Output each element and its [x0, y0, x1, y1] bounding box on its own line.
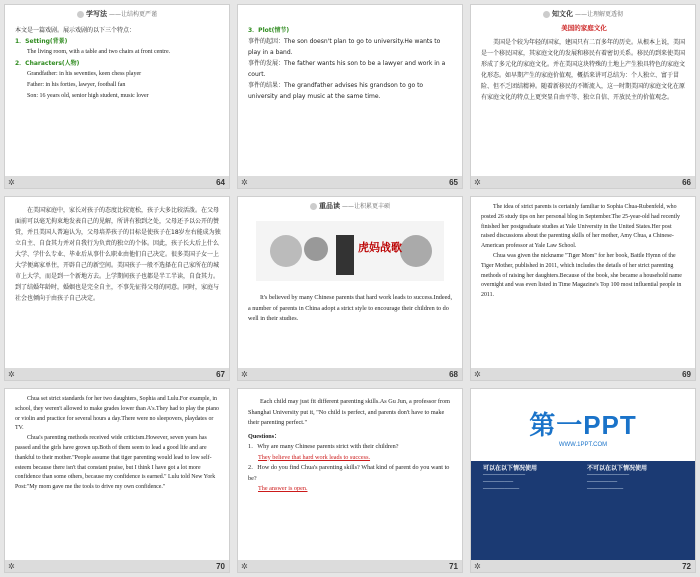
- star-icon: ✲: [474, 562, 481, 571]
- book-title: 虎妈战歌: [358, 241, 402, 254]
- star-icon: ✲: [474, 178, 481, 187]
- slide-70[interactable]: [4, 388, 230, 573]
- slide-64[interactable]: [4, 4, 230, 189]
- tiger-mom-illustration: [256, 221, 446, 281]
- slide-body: 在美国家庭中，家长对孩子的态度比较宽松，孩子大多比较活泼。在父母面前可以毫无拘束地发表自己的见解，所讲有独到之处，父母还予以公开的赞赏，并且美国人普遍认为，父母培养孩子的目标是使孩子在18岁左右能成为独立自主、自食其力并对自我行为负责的独立的个体。因此，孩子长大后上什么大学、学什么专业、毕业后从事什么职业由他们自己决定。很多美国子女一上大学便离家单住，开辟自己的新空间。美国孩子一般不选择在自己家所在的城市上大学，而是到一个新地方去。上学期间孩子也都是半工半读，自食其力。到了结婚年龄时，婚姻也是完全自主，不事先征得父母的同意。同时，家庭与社会也倾向于由孩子自己决定。: [15, 207, 221, 302]
- slide-67[interactable]: [4, 196, 230, 381]
- slide-number: 71: [449, 562, 458, 571]
- star-icon: ✲: [474, 370, 481, 379]
- slide-header: 重品读 ——让积累更丰硕: [238, 201, 462, 211]
- slide-71[interactable]: [237, 388, 463, 573]
- slide-number: 72: [682, 562, 691, 571]
- slide-body: The idea of strict parents is certainly familiar to Sophia Chua-Rubenfeld, who posted 26 study tips on her personal blog in September.The 25-year-old had recently finished her postgraduate studies at Yale University in the United States.Her post raised discussions about the parenting skills of her mother, Amy Chua, a Chinese-American professor at Yale Law School. Chua was given the nickname "Tiger Mom" for her book, Battle Hymn of the Tiger Mother, published in 2011, which includes the details of her strict parenting methods of raising her daughters.Because of the book, she became a household name overnight and was even listed in Time Magazine's Top 100 most influential people in 2011.: [481, 204, 682, 299]
- answer-2: The answer is open.: [258, 485, 308, 492]
- slide-body: 本文是一篇戏剧。展示戏剧的以下三个特点： 1．Setting(背景) The living room, with a table and two chairs at front centre. 2．Characters(人物) Grandfather: in his seventies, keen chess player Father: in his forties, lawyer, football fan Son: 16 years old, senior high student, music lover: [15, 27, 171, 99]
- star-icon: ✲: [8, 562, 15, 571]
- slide-body: 美国的家庭文化 美国是个较为年轻的国家，建国只有二百多年的历史。从根本上说，美国是一个移民国家，其家庭文化的发展和移民有着密切关系。移民的到来使美国形成了多元化的家庭文化。并在美国这块特殊的土地上产生独具特色的家庭文化形态。如早期产生的家庭价值观，概括来讲可总结为：个人独立、富于冒险、但不乏团结精神。随着新移民的不断流入，这一时期美国的家庭文化在原有家庭文化的特点上更突显自由平等、独立自信、开放民主的价值观念。: [481, 24, 686, 101]
- slide-body: 3．Plot(情节) 事件的起因：The son doesn't plan to go to university.He wants to play in a band. 事件的发展：The father wants his son to be a lawyer and work in a court. 事件的结果：The grandfather advises his grandson to go to university and play music at the same time.: [248, 27, 446, 100]
- slide-number: 68: [449, 370, 458, 379]
- slide-body: Each child may just fit different parenting skills.As Gu Jun, a professor from Shanghai University put it, "No child is perfect, and parents don't have to make their parenting perfect." Questions： 1．Why are many Chinese parents strict with their children? They believe that hard work leads to success. 2．How do you find Chua's parenting skills? What kind of parent do you want to be? The answer is open.: [248, 397, 454, 495]
- header-icon: [543, 11, 550, 18]
- header-icon: [310, 203, 317, 210]
- star-icon: ✲: [241, 562, 248, 571]
- slide-66[interactable]: [470, 4, 696, 189]
- slide-72[interactable]: [470, 388, 696, 573]
- slide-68[interactable]: [237, 196, 463, 381]
- slide-number: 70: [216, 562, 225, 571]
- slide-body: It's believed by many Chinese parents that hard work leads to success.Indeed, a number of parents in China adopt a strict style to encourage their children to do well in their studies.: [248, 294, 453, 322]
- slide-header: 知文化 ——让理解更透彻: [471, 9, 695, 19]
- slide-65[interactable]: [237, 4, 463, 189]
- brand-logo: 第一PPT WWW.1PPT.COM: [529, 410, 637, 448]
- answer-1: They believe that hard work leads to success.: [258, 453, 371, 461]
- star-icon: ✲: [241, 178, 248, 187]
- star-icon: ✲: [8, 370, 15, 379]
- slide-69[interactable]: [470, 196, 696, 381]
- slide-number: 67: [216, 370, 225, 379]
- slide-number: 66: [682, 178, 691, 187]
- star-icon: ✲: [241, 370, 248, 379]
- slide-number: 64: [216, 178, 225, 187]
- header-icon: [77, 11, 84, 18]
- slide-number: 69: [682, 370, 691, 379]
- info-band: 可以在以下情况使用 ────────────── ────────── ──────────── 不可以在以下情况使用 ────────────── ────────── ────────────: [471, 461, 695, 561]
- slide-number: 65: [449, 178, 458, 187]
- book-cover-image: [256, 221, 444, 281]
- slide-header: 学写法 ——让结构更严谨: [5, 9, 229, 19]
- slide-body: Chua set strict standards for her two daughters, Sophia and Lulu.For example, in school, they weren't allowed to make grades lower than A's.They had to play the piano or violin and practice for several hours a day.There were no sleepovers, playdates or TV. Chua's parenting methods received wide criticism.However, seven years has passed and the girls have grown up.Both of them seem to lead a good life and are thankful to their mother."People assume that tiger parenting would lead to low self-esteem because there isn't that constant praise, but I think I have got a lot more confidence than some others, because my confidence is earned." Lulu told New York Post:"My mom gave me the tools to drive my own confidence.": [15, 396, 219, 491]
- star-icon: ✲: [8, 178, 15, 187]
